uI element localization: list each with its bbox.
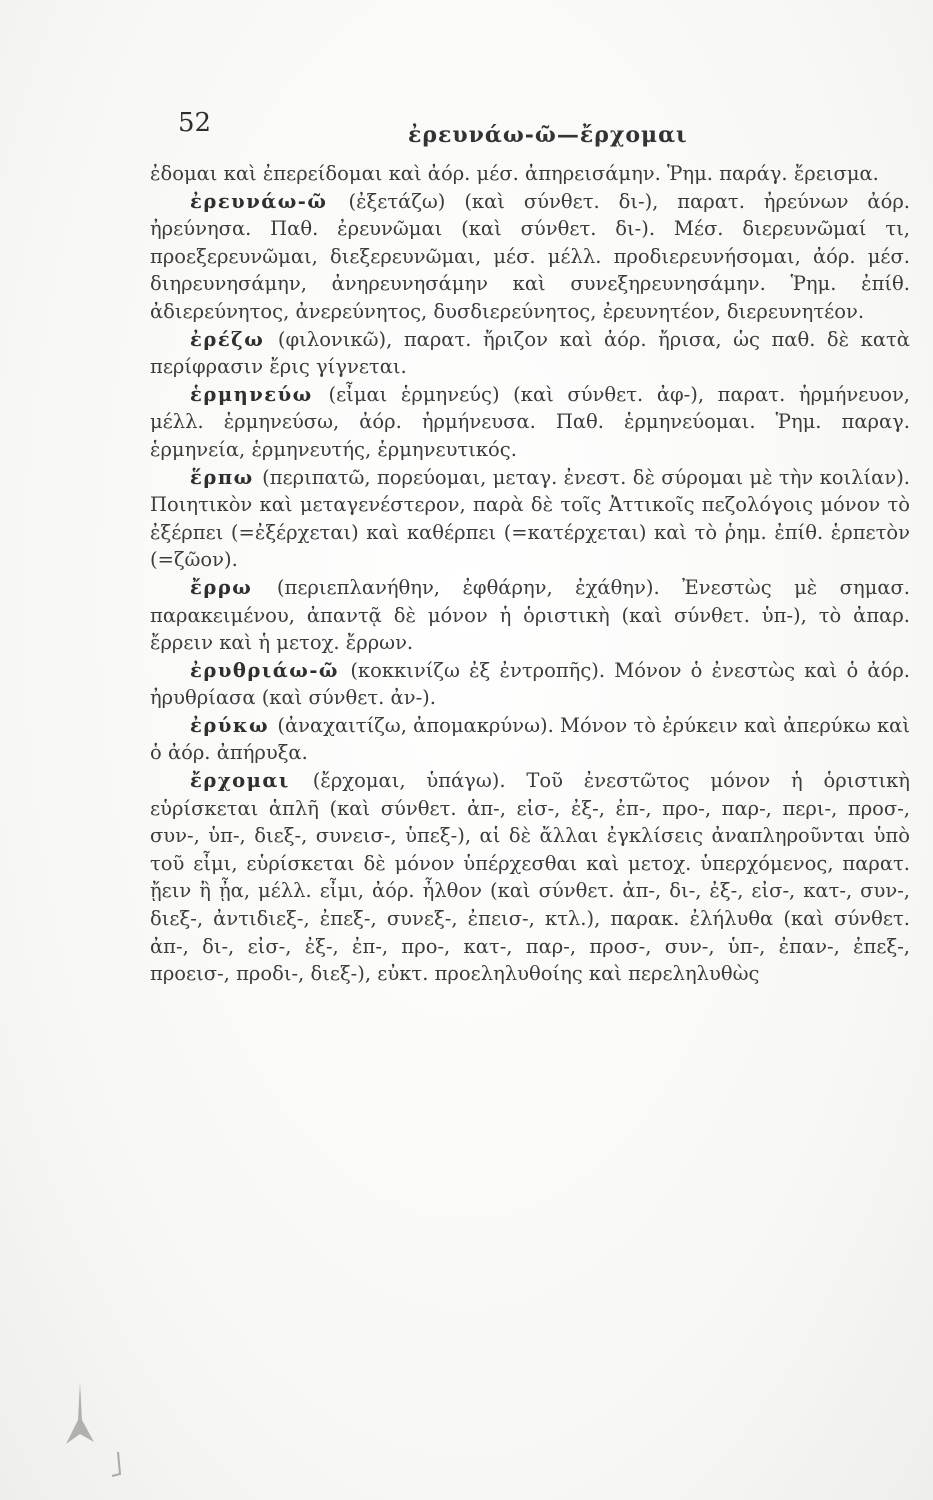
entry-lemma: ἐρύκω [190, 713, 278, 737]
entry-text: (περιεπλανήθην, ἐφθάρην, ἐχάθην). Ἐνεστὼς μὲ σημασ. παρακειμένου, ἀπαντᾷ δὲ μόνον ἡ ὁριστικὴ (καὶ σύνθετ. ὑπ-), τὸ ἀπαρ. ἔρρειν καὶ ἡ μετοχ. ἔρρων. [150, 575, 910, 655]
dictionary-entry [150, 767, 910, 988]
entry-lemma: ἐρυθριάω-ῶ [190, 658, 351, 682]
entry-continuation [150, 160, 910, 188]
dictionary-entry [150, 464, 910, 574]
entry-lemma: ἕρπω [190, 465, 263, 489]
entry-lemma: ἔρχομαι [190, 769, 313, 793]
entry-text: ἐδομαι καὶ ἐπερείδομαι καὶ ἀόρ. μέσ. ἀπηρεισάμην. Ῥημ. παράγ. ἔρεισμα. [150, 162, 879, 185]
entry-text: (ἐξετάζω) (καὶ σύνθετ. δι-), παρατ. ἠρεύνων ἀόρ. ἠρεύνησα. Παθ. ἐρευνῶμαι (καὶ σύνθετ. δι-). Μέσ. διερευνῶμαί τι, προεξερευνῶμαι, διεξερευνῶμαι, μέσ. μέλλ. προδιερευνήσομαι, ἀόρ. μέσ. διηρευνησάμην, ἀνηρευνησάμην καὶ συνεξηρευνησάμην. Ῥημ. ἐπίθ. ἀδιερεύνητος, ἀνερεύνητος, δυσδιερεύνητος, ἐρευνητέον, διερευνητέον. [150, 189, 910, 323]
entry-text: (ἔρχομαι, ὑπάγω). Τοῦ ἐνεστῶτος μόνον ἡ ὁριστικὴ εὑρίσκεται ἁπλῆ (καὶ σύνθετ. ἀπ-, εἰσ-, ἐξ-, ἐπ-, προ-, παρ-, περι-, προσ-, συν-, ὑπ-, διεξ-, συνεισ-, ὑπεξ-), αἱ δὲ ἄλλαι ἐγκλίσεις ἀναπληροῦνται ὑπὸ τοῦ εἶμι, εὑρίσκεται δὲ μόνον ὑπέρχεσθαι καὶ μετοχ. ὑπερχόμενος, παρατ. ᾔειν ἢ ᾖα, μέλλ. εἶμι, ἀόρ. ἦλθον (καὶ σύνθετ. ἀπ-, δι-, ἐξ-, εἰσ-, κατ-, συν-, διεξ-, ἀντιδιεξ-, ἐπεξ-, συνεξ-, ἐπεισ-, κτλ.), παρακ. ἐλήλυθα (καὶ σύνθετ. ἀπ-, δι-, εἰσ-, ἐξ-, ἐπ-, προ-, κατ-, παρ-, προσ-, συν-, ὑπ-, ἐπαν-, ἐπεξ-, προεισ-, προδι-, διεξ-), εὐκτ. προεληλυθοίης καὶ περεληλυθὼς [150, 769, 910, 986]
entry-text: (ἀναχαιτίζω, ἀπομακρύνω). Μόνον τὸ ἐρύκειν καὶ ἀπερύκω καὶ ὁ ἀόρ. ἀπήρυξα. [150, 713, 910, 765]
entry-lemma: ἐρέζω [190, 327, 278, 351]
entry-text: (κοκκινίζω ἐξ ἐντροπῆς). Μόνον ὁ ἐνεστὼς καὶ ὁ ἀόρ. ἠρυθρίασα (καὶ σύνθετ. ἀν-). [150, 658, 910, 710]
dictionary-entry [150, 188, 910, 326]
entry-lemma: ἑρμηνεύω [190, 382, 329, 406]
dictionary-entry [150, 712, 910, 767]
dictionary-entry [150, 657, 910, 712]
dictionary-entry [150, 574, 910, 657]
page-number: 52 [178, 108, 212, 138]
entry-lemma: ἐρευνάω-ῶ [190, 189, 349, 213]
dictionary-entry [150, 326, 910, 381]
ink-stroke-mark [108, 1450, 128, 1480]
ink-blot-mark [60, 1380, 100, 1450]
entry-lemma: ἔρρω [190, 575, 277, 599]
page-header [178, 108, 908, 148]
running-head: ἐρευνάω-ῶ—ἔρχομαι [408, 122, 688, 148]
entry-text: (φιλονικῶ), παρατ. ἤριζον καὶ ἀόρ. ἤρισα, ὡς παθ. δὲ κατὰ περίφρασιν ἔρις γίγνεται. [150, 327, 910, 379]
dictionary-text [150, 160, 910, 988]
entry-text: (εἶμαι ἑρμηνεύς) (καὶ σύνθετ. ἀφ-), παρατ. ἡρμήνευον, μέλλ. ἑρμηνεύσω, ἀόρ. ἡρμήνευσα. Παθ. ἑρμηνεύομαι. Ῥημ. παραγ. ἑρμηνεία, ἑρμηνευτής, ἑρμηνευτικός. [150, 382, 911, 461]
dictionary-entry [150, 381, 910, 464]
entry-text: (περιπατῶ, πορεύομαι, μεταγ. ἐνεστ. δὲ σύρομαι μὲ τὴν κοιλίαν). Ποιητικὸν καὶ μεταγενέστερον, παρὰ δὲ τοῖς Ἀττικοῖς πεζολόγοις μόνον τὸ ἐξέρπει (=ἐξέρχεται) καὶ καθέρπει (=κατέρχεται) καὶ τὸ ῥημ. ἐπίθ. ἑρπετὸν (=ζῶον). [150, 465, 911, 572]
